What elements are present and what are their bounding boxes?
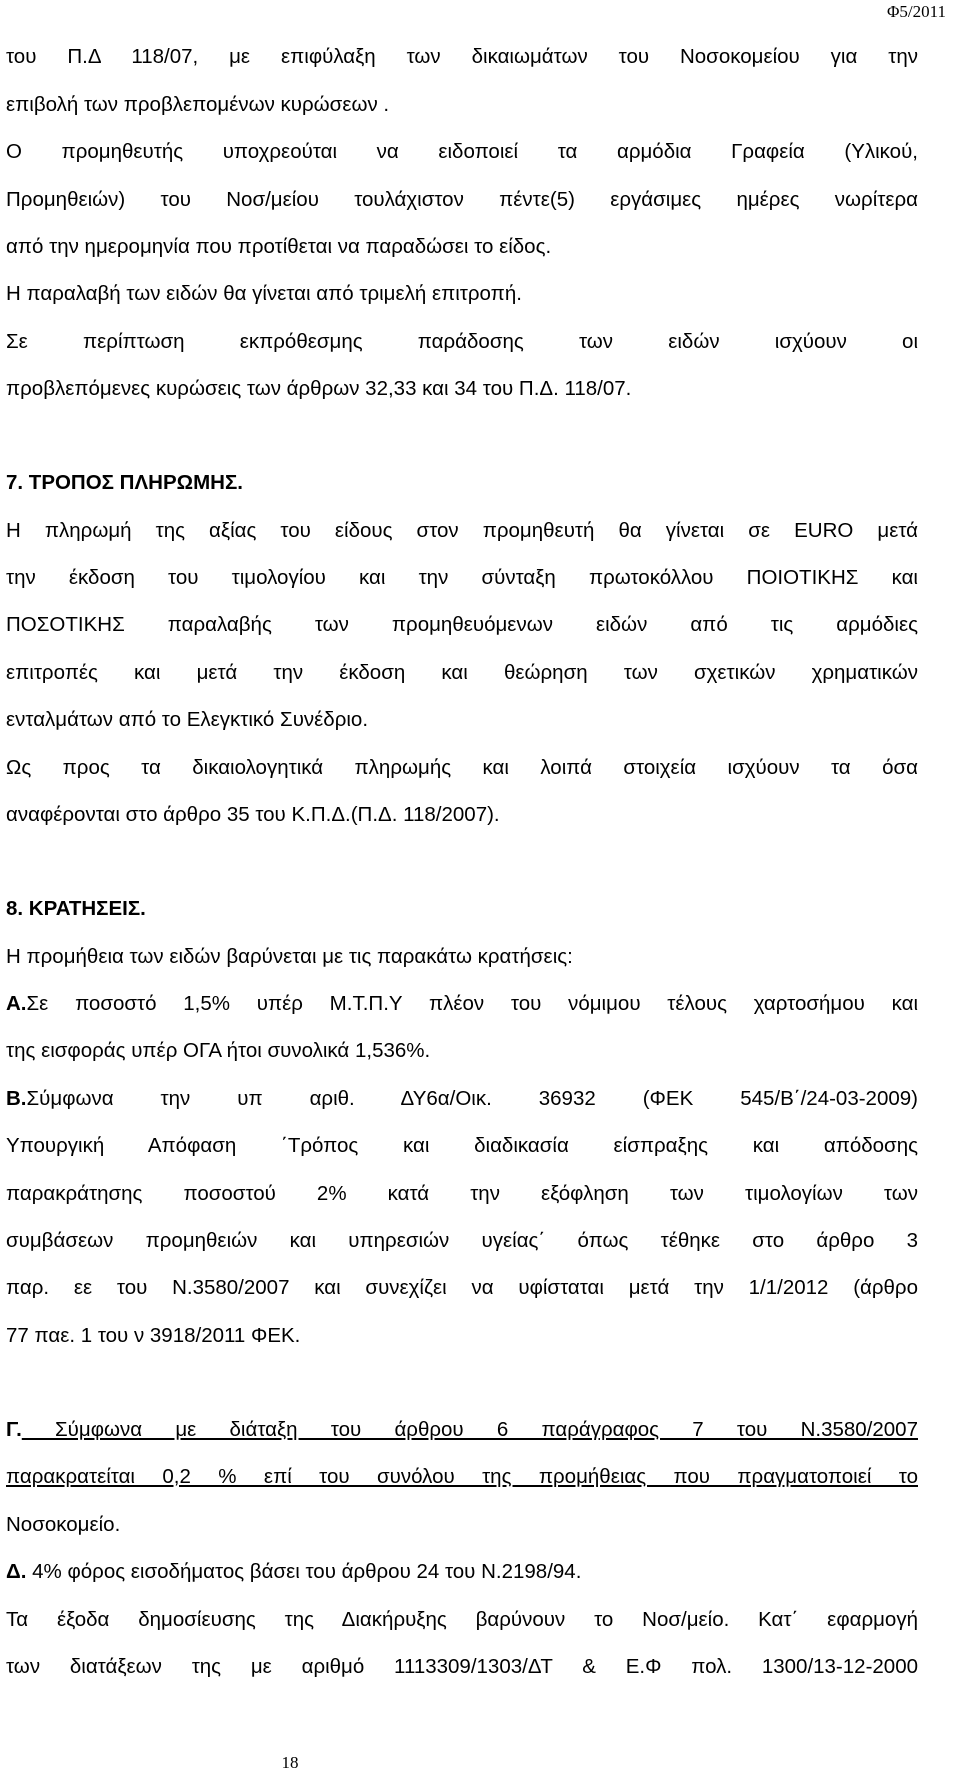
text-line: Ο προμηθευτής υποχρεούται να ειδοποιεί τα αρμόδια Γραφεία (Υλικού, [6,140,918,163]
text-line: Η παραλαβή των ειδών θα γίνεται από τριμελή επιτροπή. [6,282,522,305]
page-number: 18 [281,1753,299,1772]
text-line: επιβολή των προβλεπομένων κυρώσεων . [6,93,390,116]
item-marker: Β. [6,1087,27,1110]
text-line: παρακρατείται 0,2 % επί του συνόλου της προμήθειας που πραγματοποιεί το [6,1465,918,1488]
text-line: ΠΟΣΟΤΙΚΗΣ παραλαβής των προμηθευόμενων ειδών από τις αρμόδιες [6,613,918,636]
list-item-c [6,1417,918,1443]
list-item-d [6,1559,918,1585]
item-text: Σε ποσοστό 1,5% υπέρ Μ.Τ.Π.Υ πλέον του νόμιμου τέλους χαρτοσήμου και [26,992,918,1015]
text-line: την έκδοση του τιμολογίου και την σύνταξη πρωτοκόλλου ΠΟΙΟΤΙΚΗΣ και [6,566,918,589]
list-item-b [6,1086,918,1112]
text-line: Ως προς τα δικαιολογητικά πληρωμής και λοιπά στοιχεία ισχύουν τα όσα [6,756,918,779]
text-line: επιτροπές και μετά την έκδοση και θεώρηση των σχετικών χρηματικών [6,661,918,684]
text-line: Η πληρωμή της αξίας του είδους στον προμηθευτή θα γίνεται σε EURO μετά [6,519,918,542]
text-line: του Π.Δ 118/07, με επιφύλαξη των δικαιωμάτων του Νοσοκομείου για την [6,45,918,68]
text-line: Σε περίπτωση εκπρόθεσμης παράδοσης των ειδών ισχύουν οι [6,330,918,353]
text-line: ενταλμάτων από το Ελεγκτικό Συνέδριο. [6,708,369,731]
text-line: από την ημερομηνία που προτίθεται να παραδώσει το είδος. [6,235,552,258]
item-marker: Α. [6,992,27,1015]
item-text: Σύμφωνα με διάταξη του άρθρου 6 παράγραφος 7 του Ν.3580/2007 [21,1418,918,1441]
text-line: παρ. εε του Ν.3580/2007 και συνεχίζει να υφίσταται μετά την 1/1/2012 (άρθρο [6,1276,918,1299]
text-line: Η προμήθεια των ειδών βαρύνεται με τις παρακάτω κρατήσεις: [6,945,573,968]
header-code: Φ5/2011 [886,2,946,21]
text-line: Προμηθειών) του Νοσ/μείου τουλάχιστον πέντε(5) εργάσιμες ημέρες νωρίτερα [6,188,918,211]
text-line: 77 παε. 1 του ν 3918/2011 ΦΕΚ. [6,1324,301,1347]
text-line: παρακράτησης ποσοστού 2% κατά την εξόφληση των τιμολογίων των [6,1182,918,1205]
text-line: Νοσοκομείο. [6,1513,121,1536]
item-marker: Γ. [6,1418,22,1441]
text-line: προβλεπόμενες κυρώσεις των άρθρων 32,33 και 34 του Π.Δ. 118/07. [6,377,632,400]
section-heading-payment: 7. ΤΡΟΠΟΣ ΠΛΗΡΩΜΗΣ. [6,471,243,494]
text-line: αναφέρονται στο άρθρο 35 του Κ.Π.Δ.(Π.Δ. 118/2007). [6,803,500,826]
list-item-a [6,991,918,1017]
item-text: 4% φόρος εισοδήματος βάσει του άρθρου 24 του Ν.2198/94. [26,1560,582,1583]
text-line: Τα έξοδα δημοσίευσης της Διακήρυξης βαρύνουν το Νοσ/μείο. Κατ΄ εφαρμογή [6,1608,918,1631]
text-line: Υπουργική Απόφαση ΄Τρόπος και διαδικασία είσπραξης και απόδοσης [6,1134,918,1157]
section-heading-deductions: 8. ΚΡΑΤΗΣΕΙΣ. [6,897,146,920]
item-text: Σύμφωνα την υπ αριθ. ΔΥ6α/Οικ. 36932 (ΦΕΚ 545/Β΄/24-03-2009) [26,1087,918,1110]
text-line: των διατάξεων της με αριθμό 1113309/1303/ΔΤ & Ε.Φ πολ. 1300/13-12-2000 [6,1655,918,1678]
text-line: συμβάσεων προμηθειών και υπηρεσιών υγείας΄ όπως τέθηκε στο άρθρο 3 [6,1229,918,1252]
item-marker: Δ. [6,1560,27,1583]
text-line: της εισφοράς υπέρ ΟΓΑ ήτοι συνολικά 1,536%. [6,1039,431,1062]
